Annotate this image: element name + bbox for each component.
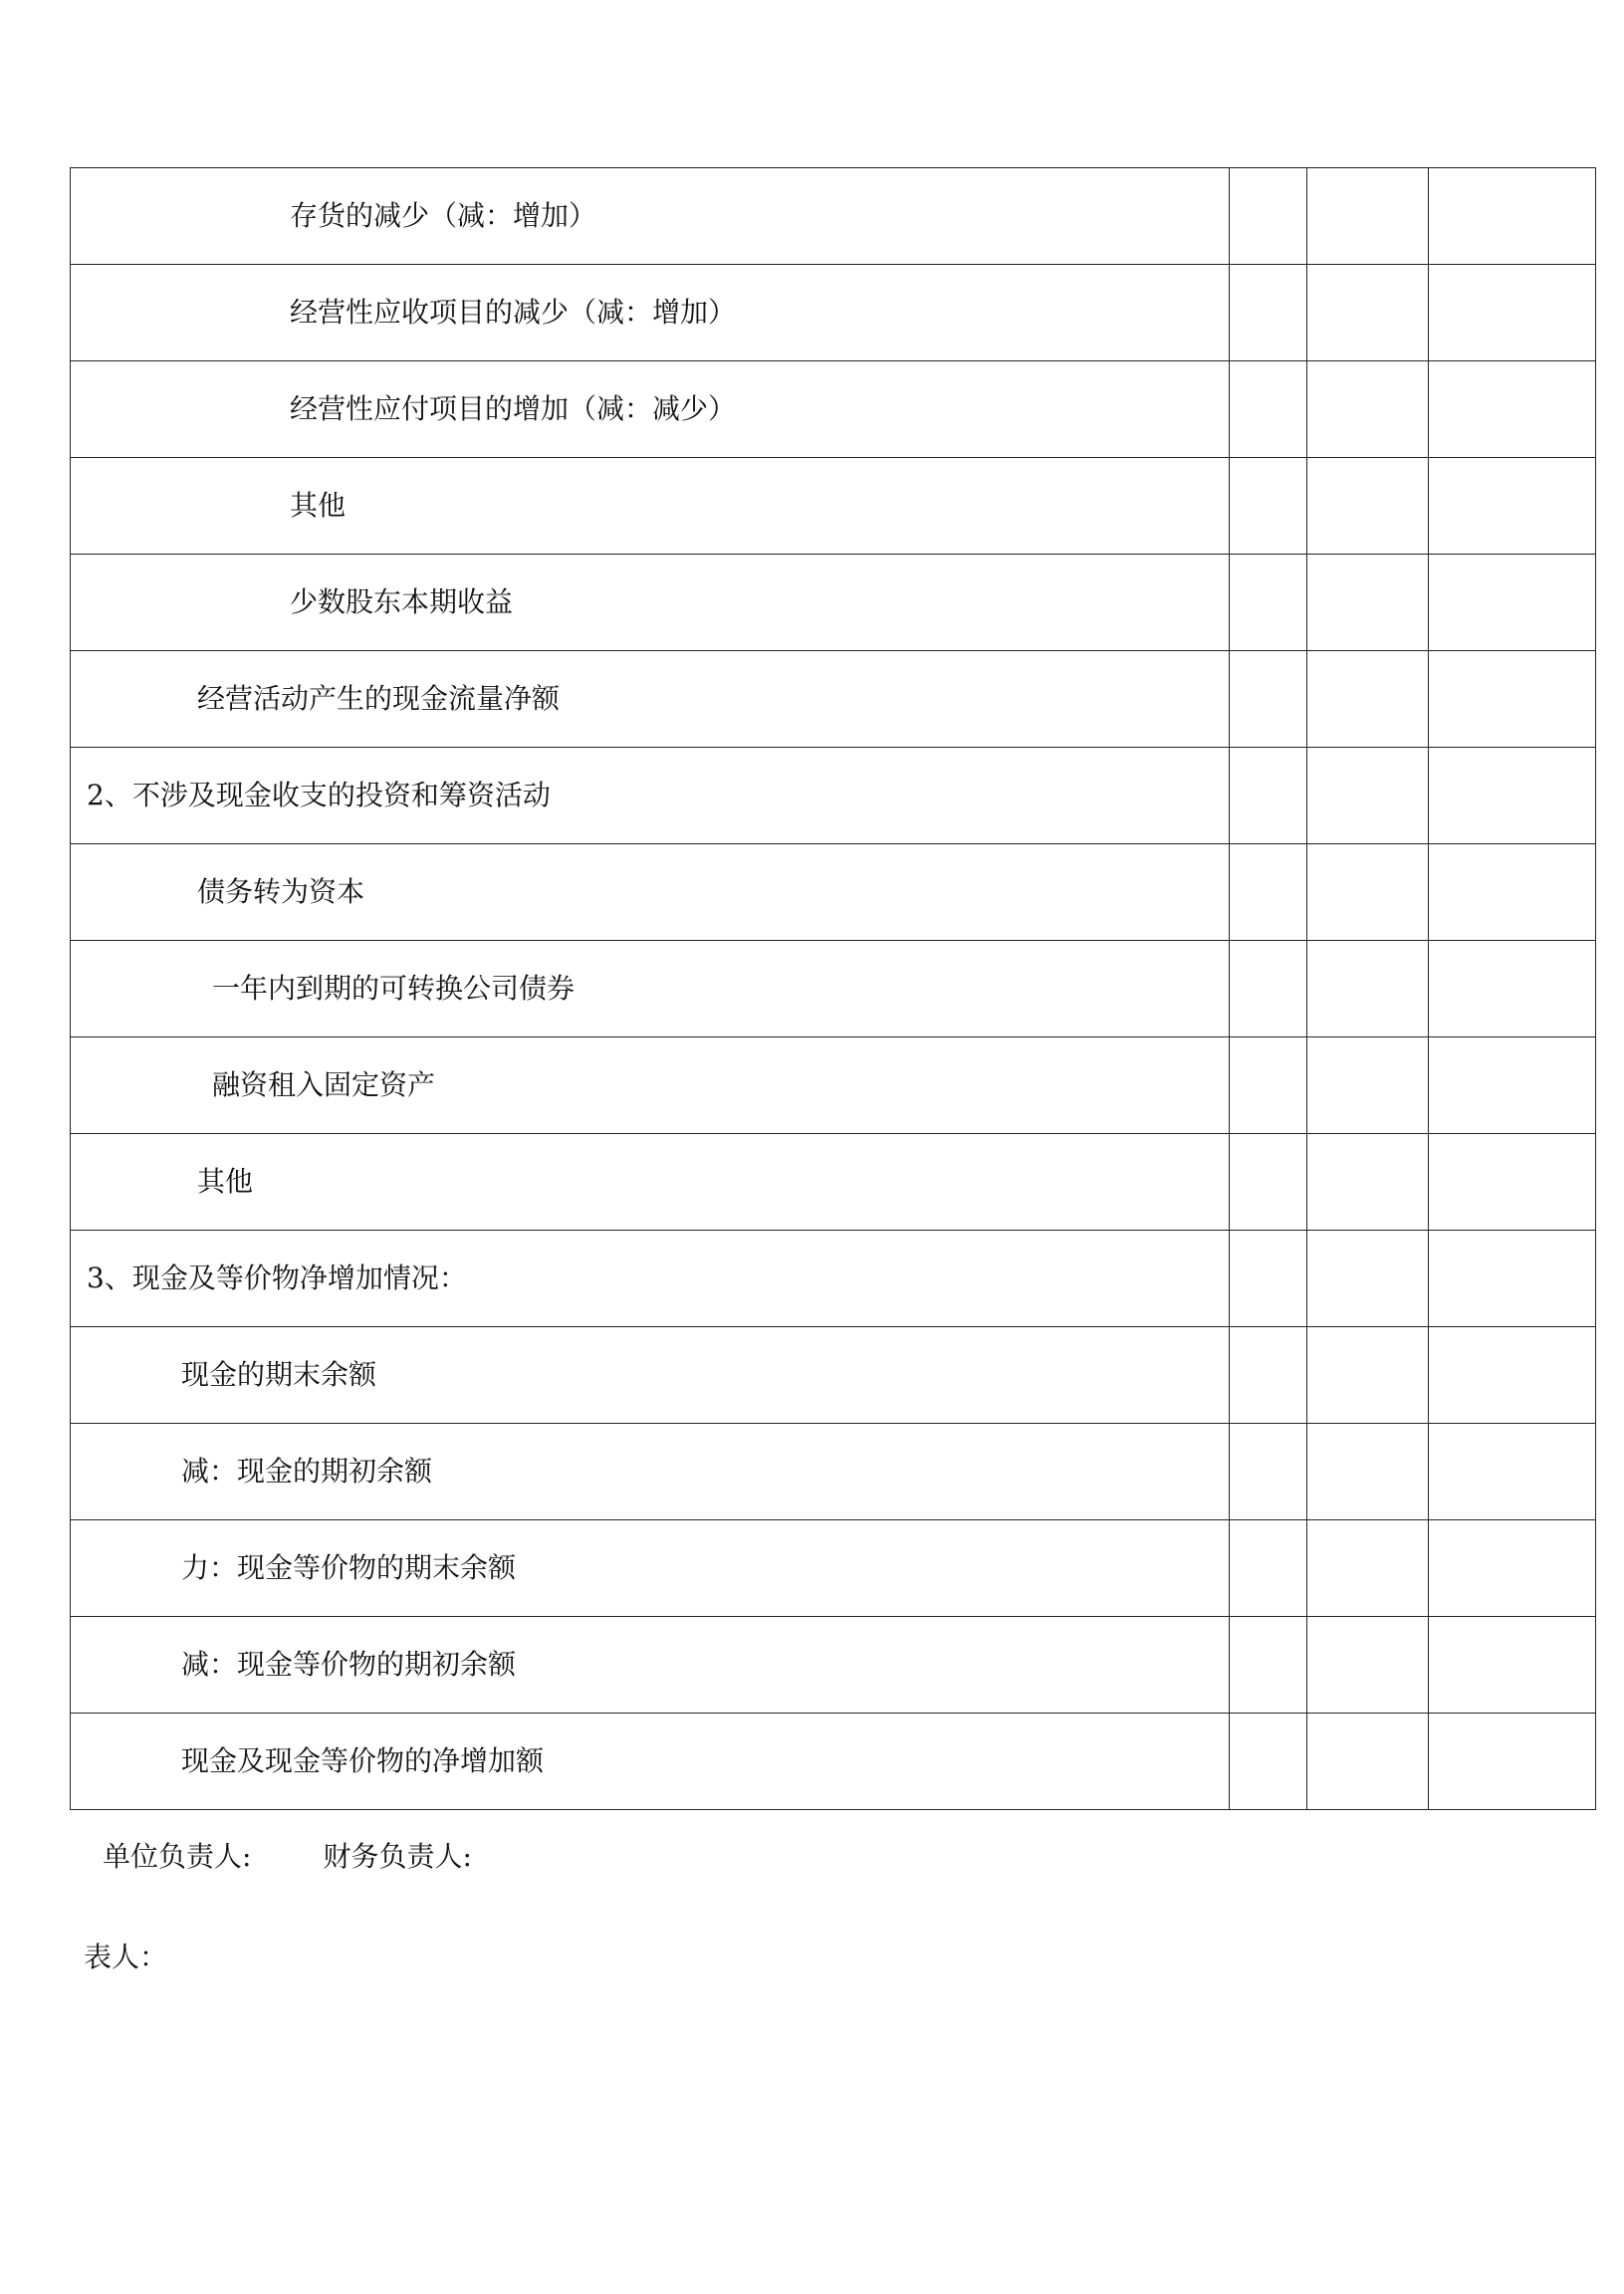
table-row	[71, 458, 1596, 555]
value-cell-b	[1307, 1327, 1429, 1424]
table-body	[71, 168, 1596, 1810]
cash-flow-supplement-table	[70, 167, 1596, 1810]
row-label: 2、不涉及现金收支的投资和筹资活动	[71, 748, 1230, 844]
value-cell-a	[1230, 1617, 1307, 1714]
value-cell-c	[1429, 1134, 1596, 1231]
row-label: 3、现金及等价物净增加情况：	[71, 1231, 1230, 1327]
row-label: 经营性应收项目的减少（减：增加）	[71, 265, 1230, 361]
table-row	[71, 651, 1596, 748]
value-cell-b	[1307, 168, 1429, 265]
value-cell-b	[1307, 361, 1429, 458]
value-cell-b	[1307, 844, 1429, 941]
value-cell-b	[1307, 1520, 1429, 1617]
value-cell-a	[1230, 265, 1307, 361]
value-cell-b	[1307, 1714, 1429, 1810]
row-label: 现金的期末余额	[71, 1327, 1230, 1424]
value-cell-c	[1429, 1617, 1596, 1714]
table-row	[71, 361, 1596, 458]
value-cell-b	[1307, 458, 1429, 555]
value-cell-c	[1429, 265, 1596, 361]
table-row	[71, 1714, 1596, 1810]
row-label: 一年内到期的可转换公司债券	[71, 941, 1230, 1037]
row-label: 融资租入固定资产	[71, 1037, 1230, 1134]
value-cell-b	[1307, 1231, 1429, 1327]
value-cell-a	[1230, 1037, 1307, 1134]
value-cell-a	[1230, 361, 1307, 458]
value-cell-c	[1429, 168, 1596, 265]
row-label: 经营性应付项目的增加（减：减少）	[71, 361, 1230, 458]
value-cell-c	[1429, 458, 1596, 555]
row-label: 其他	[71, 458, 1230, 555]
row-label: 经营活动产生的现金流量净额	[71, 651, 1230, 748]
value-cell-a	[1230, 941, 1307, 1037]
value-cell-b	[1307, 651, 1429, 748]
value-cell-c	[1429, 1520, 1596, 1617]
value-cell-b	[1307, 265, 1429, 361]
value-cell-b	[1307, 748, 1429, 844]
table-row	[71, 168, 1596, 265]
table-row	[71, 1520, 1596, 1617]
table-row	[71, 1231, 1596, 1327]
row-label: 少数股东本期收益	[71, 555, 1230, 651]
value-cell-c	[1429, 1231, 1596, 1327]
table-row	[71, 1424, 1596, 1520]
table-row	[71, 265, 1596, 361]
value-cell-a	[1230, 458, 1307, 555]
value-cell-a	[1230, 748, 1307, 844]
value-cell-a	[1230, 168, 1307, 265]
value-cell-a	[1230, 1520, 1307, 1617]
value-cell-b	[1307, 1134, 1429, 1231]
row-label: 减：现金的期初余额	[71, 1424, 1230, 1520]
table-row	[71, 1134, 1596, 1231]
table-row	[71, 1327, 1596, 1424]
value-cell-c	[1429, 361, 1596, 458]
value-cell-c	[1429, 748, 1596, 844]
row-label: 减：现金等价物的期初余额	[71, 1617, 1230, 1714]
row-label: 现金及现金等价物的净增加额	[71, 1714, 1230, 1810]
value-cell-b	[1307, 1037, 1429, 1134]
value-cell-a	[1230, 651, 1307, 748]
value-cell-c	[1429, 1037, 1596, 1134]
table-row	[71, 844, 1596, 941]
value-cell-b	[1307, 1424, 1429, 1520]
value-cell-c	[1429, 555, 1596, 651]
finance-head-label: 财务负责人:	[323, 1840, 472, 1873]
value-cell-a	[1230, 1327, 1307, 1424]
value-cell-c	[1429, 844, 1596, 941]
table-row	[71, 1617, 1596, 1714]
value-cell-c	[1429, 651, 1596, 748]
table-row	[71, 1037, 1596, 1134]
value-cell-c	[1429, 1714, 1596, 1810]
value-cell-b	[1307, 941, 1429, 1037]
table-row	[71, 941, 1596, 1037]
value-cell-c	[1429, 941, 1596, 1037]
unit-head-label: 单位负责人:	[103, 1840, 252, 1873]
table-row	[71, 555, 1596, 651]
preparer-label: 表人：	[84, 1941, 168, 1973]
value-cell-a	[1230, 844, 1307, 941]
value-cell-a	[1230, 1424, 1307, 1520]
table-row	[71, 748, 1596, 844]
value-cell-b	[1307, 555, 1429, 651]
value-cell-a	[1230, 1134, 1307, 1231]
row-label: 其他	[71, 1134, 1230, 1231]
row-label: 存货的减少（减：增加）	[71, 168, 1230, 265]
value-cell-c	[1429, 1424, 1596, 1520]
value-cell-a	[1230, 1714, 1307, 1810]
value-cell-c	[1429, 1327, 1596, 1424]
value-cell-b	[1307, 1617, 1429, 1714]
value-cell-a	[1230, 1231, 1307, 1327]
row-label: 债务转为资本	[71, 844, 1230, 941]
row-label: 力：现金等价物的期末余额	[71, 1520, 1230, 1617]
signature-line	[103, 1835, 472, 1875]
value-cell-a	[1230, 555, 1307, 651]
